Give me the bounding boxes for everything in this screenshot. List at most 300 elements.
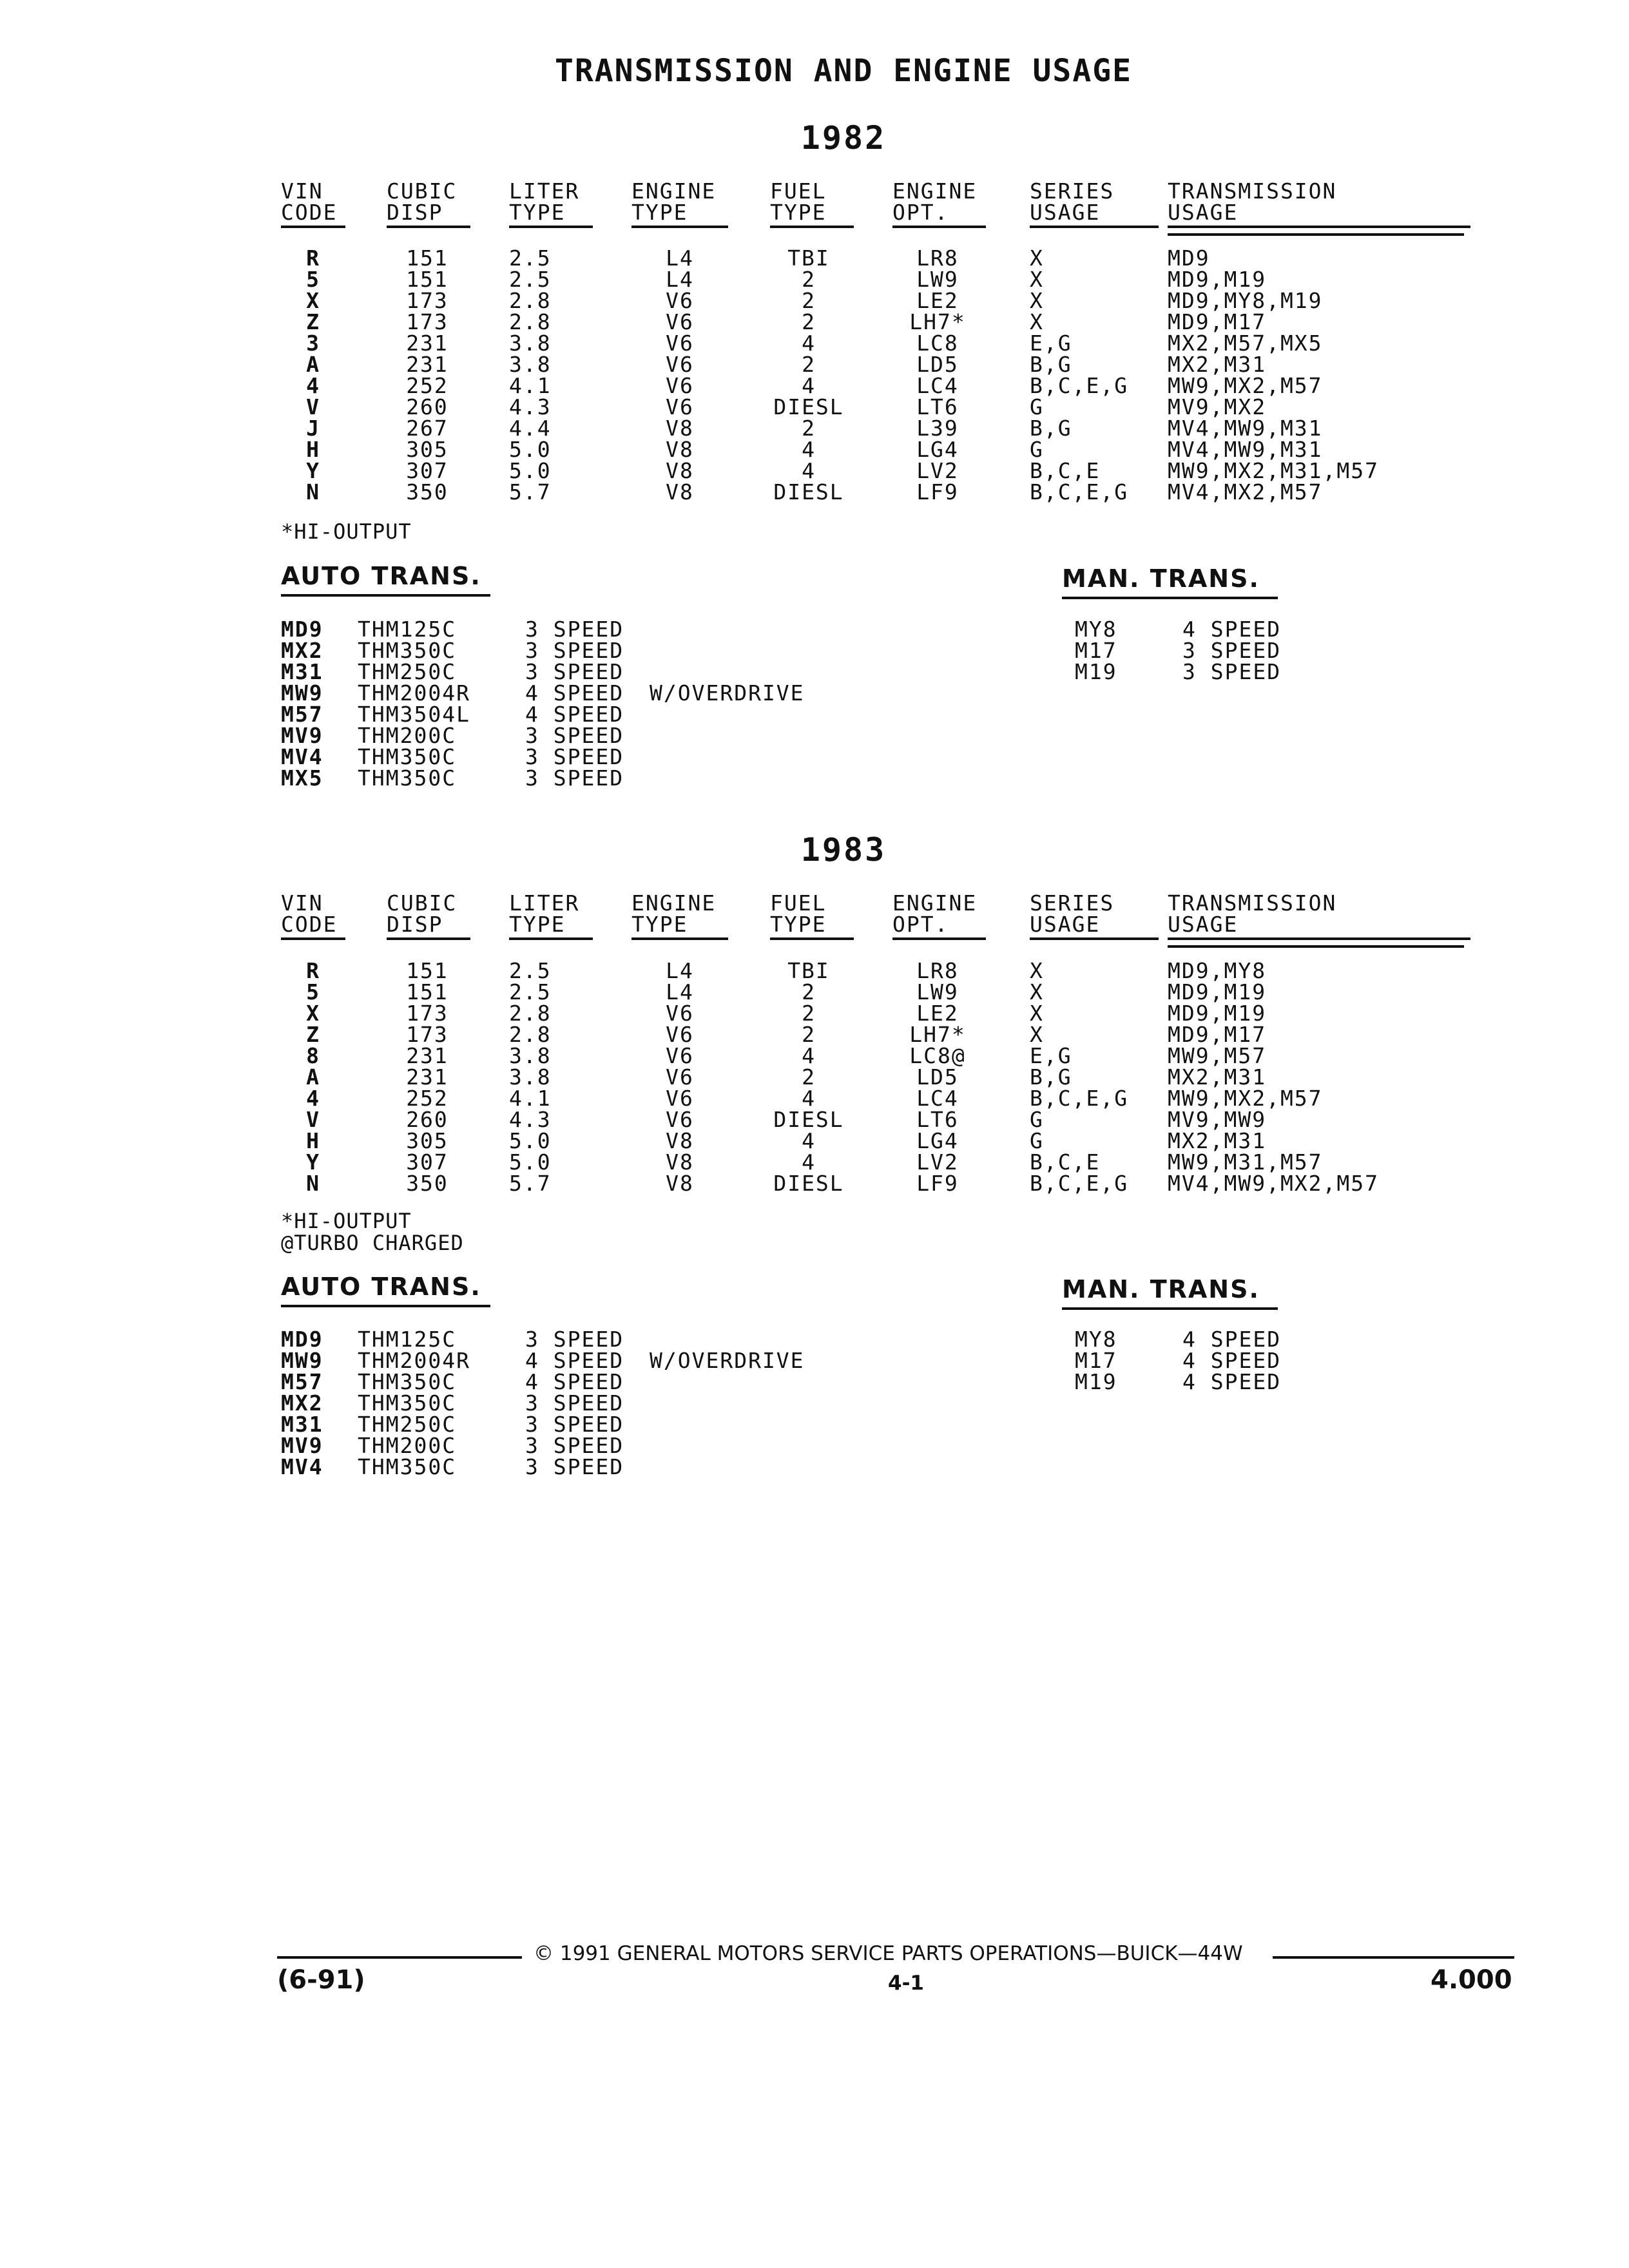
cell-vin: Y	[306, 458, 320, 483]
cell-fuel: 2	[802, 416, 816, 441]
cell-fuel: 4	[802, 437, 816, 462]
cell-fuel: TBI	[787, 245, 830, 271]
column-header-vin	[281, 180, 345, 228]
header-line-1: SERIES	[1030, 890, 1115, 916]
header-line-1: FUEL	[770, 890, 827, 916]
cell-engine-type: V8	[666, 479, 694, 505]
cell-trans: MV9,MW9	[1168, 1107, 1267, 1132]
table-row	[0, 481, 1629, 503]
header-line-2: DISP	[387, 914, 470, 940]
man-speed: 4 SPEED	[1182, 1369, 1282, 1394]
column-header-cubic	[387, 892, 470, 940]
header-line-2: USAGE	[1030, 914, 1159, 940]
auto-trans-row	[0, 1414, 1629, 1435]
man-trans-row	[0, 1329, 1629, 1350]
cell-engine-type: V8	[666, 1128, 694, 1153]
table-row	[0, 290, 1629, 311]
header-line-2: TYPE	[631, 202, 728, 228]
cell-vin: R	[306, 958, 320, 983]
cell-engine-opt: LE2	[916, 288, 959, 313]
cell-fuel: 4	[802, 373, 816, 398]
cell-liter: 2.5	[509, 267, 552, 292]
cell-cubic: 151	[406, 245, 448, 271]
cell-liter: 4.3	[509, 1107, 552, 1132]
cell-series: X	[1030, 958, 1044, 983]
man-speed: 4 SPEED	[1182, 1327, 1282, 1352]
cell-engine-opt: LC4	[916, 373, 959, 398]
auto-speed: 4 SPEED	[525, 1369, 624, 1394]
cell-engine-type: V6	[666, 1022, 694, 1047]
cell-vin: Z	[306, 309, 320, 334]
cell-engine-opt: LD5	[916, 1064, 959, 1090]
auto-model: THM2004R	[358, 680, 470, 706]
cell-vin: V	[306, 394, 320, 419]
man-trans-row	[0, 1350, 1629, 1371]
auto-code: MW9	[281, 680, 323, 706]
cell-engine-opt: LC4	[916, 1086, 959, 1111]
column-header-engine-opt	[892, 180, 986, 228]
man-speed: 3 SPEED	[1182, 638, 1282, 663]
auto-speed: 3 SPEED	[525, 723, 624, 748]
table-row	[0, 1066, 1629, 1088]
auto-model: THM250C	[358, 659, 457, 684]
cell-engine-opt: LC8	[916, 331, 959, 356]
header-line-2: USAGE	[1168, 202, 1470, 228]
cell-engine-type: V6	[666, 1086, 694, 1111]
auto-code: MV9	[281, 723, 323, 748]
header-line-1: ENGINE	[631, 178, 717, 204]
cell-series: B,C,E,G	[1030, 1171, 1129, 1196]
cell-liter: 5.0	[509, 1128, 552, 1153]
cell-trans: MV9,MX2	[1168, 394, 1267, 419]
cell-liter: 3.8	[509, 1043, 552, 1068]
cell-cubic: 260	[406, 394, 448, 419]
cell-liter: 2.8	[509, 288, 552, 313]
cell-cubic: 151	[406, 958, 448, 983]
cell-engine-type: V6	[666, 352, 694, 377]
cell-engine-opt: LW9	[916, 267, 959, 292]
header-line-2: TYPE	[770, 914, 854, 940]
cell-fuel: 2	[802, 1064, 816, 1090]
cell-engine-opt: LV2	[916, 1149, 959, 1175]
cell-series: X	[1030, 267, 1044, 292]
auto-code: MX5	[281, 765, 323, 791]
cell-series: E,G	[1030, 1043, 1072, 1068]
footer-date-code: (6-91)	[277, 1965, 365, 1995]
man-code: M17	[1075, 638, 1117, 663]
header-line-2: OPT.	[892, 914, 986, 940]
cell-trans: MV4,MW9,MX2,M57	[1168, 1171, 1380, 1196]
auto-model: THM125C	[358, 1327, 457, 1352]
auto-trans-row	[0, 746, 1629, 767]
auto-speed: 3 SPEED	[525, 1454, 624, 1479]
column-header-trans	[1168, 180, 1470, 228]
cell-series: X	[1030, 979, 1044, 1004]
cell-trans: MD9,M19	[1168, 979, 1267, 1004]
auto-trans-heading: AUTO TRANS.	[281, 562, 490, 597]
cell-liter: 5.7	[509, 1171, 552, 1196]
column-header-liter	[509, 180, 593, 228]
table-row	[0, 1173, 1629, 1194]
cell-trans: MW9,M57	[1168, 1043, 1267, 1068]
cell-liter: 4.3	[509, 394, 552, 419]
header-line-1: CUBIC	[387, 890, 458, 916]
cell-trans: MD9,M19	[1168, 267, 1267, 292]
cell-cubic: 307	[406, 1149, 448, 1175]
cell-cubic: 307	[406, 458, 448, 483]
cell-cubic: 231	[406, 352, 448, 377]
cell-cubic: 305	[406, 437, 448, 462]
cell-trans: MV4,MX2,M57	[1168, 479, 1323, 505]
cell-engine-opt: LT6	[916, 1107, 959, 1132]
cell-engine-type: V8	[666, 437, 694, 462]
auto-model: THM350C	[358, 744, 457, 769]
cell-cubic: 151	[406, 267, 448, 292]
page-title: TRANSMISSION AND ENGINE USAGE	[554, 53, 1133, 89]
auto-trans-heading: AUTO TRANS.	[281, 1273, 490, 1307]
table-row	[0, 418, 1629, 439]
cell-engine-type: L4	[666, 979, 694, 1004]
auto-trans-row	[0, 1456, 1629, 1477]
cell-engine-opt: LV2	[916, 458, 959, 483]
auto-code: MV4	[281, 744, 323, 769]
cell-vin: Y	[306, 1149, 320, 1175]
header-line-1: FUEL	[770, 178, 827, 204]
cell-engine-type: V6	[666, 309, 694, 334]
cell-engine-opt: LR8	[916, 958, 959, 983]
cell-cubic: 173	[406, 1001, 448, 1026]
cell-trans: MX2,M57,MX5	[1168, 331, 1323, 356]
column-header-trans	[1168, 892, 1470, 940]
man-speed: 3 SPEED	[1182, 659, 1282, 684]
auto-code: MD9	[281, 1327, 323, 1352]
cell-fuel: 2	[802, 267, 816, 292]
cell-liter: 2.5	[509, 958, 552, 983]
footer-rule-right	[1273, 1956, 1514, 1959]
footer-rule-left	[277, 1956, 522, 1959]
cell-liter: 3.8	[509, 352, 552, 377]
column-header-fuel	[770, 892, 854, 940]
auto-code: MW9	[281, 1348, 323, 1373]
cell-vin: A	[306, 352, 320, 377]
auto-model: THM350C	[358, 1454, 457, 1479]
cell-engine-type: L4	[666, 958, 694, 983]
auto-model: THM200C	[358, 1433, 457, 1458]
cell-engine-opt: LE2	[916, 1001, 959, 1026]
header-rule	[1168, 945, 1464, 948]
header-line-2: OPT.	[892, 202, 986, 228]
header-line-1: ENGINE	[631, 890, 717, 916]
header-line-1: ENGINE	[892, 178, 978, 204]
header-line-1: VIN	[281, 890, 323, 916]
auto-trans-row	[0, 725, 1629, 746]
cell-engine-opt: LC8@	[909, 1043, 966, 1068]
cell-fuel: 2	[802, 1022, 816, 1047]
cell-fuel: DIESL	[773, 1171, 844, 1196]
auto-code: M57	[281, 1369, 323, 1394]
table-row	[0, 354, 1629, 375]
table-row	[0, 396, 1629, 418]
header-line-2: TYPE	[631, 914, 728, 940]
table-row	[0, 332, 1629, 354]
cell-trans: MV4,MW9,M31	[1168, 437, 1323, 462]
header-line-1: SERIES	[1030, 178, 1115, 204]
table-row	[0, 375, 1629, 396]
cell-engine-type: V8	[666, 1171, 694, 1196]
auto-model: THM350C	[358, 765, 457, 791]
column-header-series	[1030, 892, 1159, 940]
cell-cubic: 350	[406, 1171, 448, 1196]
cell-series: B,C,E	[1030, 458, 1101, 483]
man-trans-heading: MAN. TRANS.	[1062, 1275, 1278, 1310]
column-header-fuel	[770, 180, 854, 228]
cell-trans: MV4,MW9,M31	[1168, 416, 1323, 441]
cell-trans: MD9	[1168, 245, 1210, 271]
cell-liter: 5.0	[509, 1149, 552, 1175]
man-code: MY8	[1075, 1327, 1117, 1352]
cell-series: B,G	[1030, 1064, 1072, 1090]
cell-trans: MX2,M31	[1168, 1128, 1267, 1153]
cell-vin: 5	[306, 979, 320, 1004]
cell-vin: 4	[306, 1086, 320, 1111]
cell-engine-type: V6	[666, 373, 694, 398]
auto-trans-row	[0, 767, 1629, 789]
table-row	[0, 981, 1629, 1003]
cell-series: B,C,E	[1030, 1149, 1101, 1175]
cell-engine-opt: LF9	[916, 1171, 959, 1196]
footnote: *HI-OUTPUT	[281, 1209, 412, 1233]
auto-speed: 3 SPEED	[525, 765, 624, 791]
cell-trans: MD9,MY8,M19	[1168, 288, 1323, 313]
cell-engine-type: V6	[666, 1107, 694, 1132]
cell-fuel: DIESL	[773, 394, 844, 419]
cell-cubic: 151	[406, 979, 448, 1004]
cell-vin: 8	[306, 1043, 320, 1068]
cell-series: G	[1030, 1128, 1044, 1153]
cell-trans: MD9,M17	[1168, 309, 1267, 334]
header-line-2: DISP	[387, 202, 470, 228]
header-line-1: TRANSMISSION	[1168, 178, 1337, 204]
auto-code: M31	[281, 659, 323, 684]
auto-model: THM3504L	[358, 702, 470, 727]
cell-liter: 5.7	[509, 479, 552, 505]
cell-engine-opt: LT6	[916, 394, 959, 419]
cell-engine-opt: LG4	[916, 1128, 959, 1153]
cell-cubic: 231	[406, 331, 448, 356]
auto-model: THM2004R	[358, 1348, 470, 1373]
header-line-1: TRANSMISSION	[1168, 890, 1337, 916]
header-line-1: ENGINE	[892, 890, 978, 916]
man-trans-row	[0, 619, 1629, 640]
cell-engine-type: L4	[666, 267, 694, 292]
table-row	[0, 311, 1629, 332]
cell-engine-type: V8	[666, 458, 694, 483]
auto-note: W/OVERDRIVE	[650, 680, 805, 706]
man-code: M17	[1075, 1348, 1117, 1373]
cell-liter: 5.0	[509, 458, 552, 483]
auto-trans-row	[0, 1392, 1629, 1414]
cell-engine-type: L4	[666, 245, 694, 271]
cell-engine-type: V6	[666, 1043, 694, 1068]
auto-model: THM350C	[358, 1390, 457, 1416]
cell-vin: N	[306, 479, 320, 505]
header-line-2: TYPE	[509, 914, 593, 940]
cell-series: G	[1030, 394, 1044, 419]
cell-fuel: TBI	[787, 958, 830, 983]
cell-series: X	[1030, 245, 1044, 271]
cell-vin: 3	[306, 331, 320, 356]
cell-cubic: 260	[406, 1107, 448, 1132]
auto-code: M31	[281, 1412, 323, 1437]
man-speed: 4 SPEED	[1182, 617, 1282, 642]
cell-series: B,C,E,G	[1030, 373, 1129, 398]
cell-trans: MD9,M17	[1168, 1022, 1267, 1047]
cell-liter: 2.5	[509, 245, 552, 271]
cell-engine-type: V6	[666, 394, 694, 419]
cell-cubic: 252	[406, 373, 448, 398]
cell-engine-type: V8	[666, 1149, 694, 1175]
cell-cubic: 305	[406, 1128, 448, 1153]
cell-series: B,G	[1030, 352, 1072, 377]
cell-vin: 5	[306, 267, 320, 292]
cell-series: B,G	[1030, 416, 1072, 441]
cell-engine-opt: LW9	[916, 979, 959, 1004]
cell-trans: MW9,MX2,M57	[1168, 373, 1323, 398]
cell-fuel: 4	[802, 458, 816, 483]
cell-liter: 4.1	[509, 373, 552, 398]
cell-series: X	[1030, 288, 1044, 313]
auto-model: THM350C	[358, 638, 457, 663]
table-row	[0, 269, 1629, 290]
cell-trans: MD9,M19	[1168, 1001, 1267, 1026]
column-header-engine-opt	[892, 892, 986, 940]
footnote: *HI-OUTPUT	[281, 519, 412, 544]
header-line-2: TYPE	[770, 202, 854, 228]
cell-engine-opt: LF9	[916, 479, 959, 505]
cell-liter: 4.1	[509, 1086, 552, 1111]
table-row	[0, 1130, 1629, 1151]
cell-vin: Z	[306, 1022, 320, 1047]
column-header-engine-type	[631, 892, 728, 940]
auto-speed: 3 SPEED	[525, 638, 624, 663]
cell-vin: V	[306, 1107, 320, 1132]
cell-trans: MW9,MX2,M57	[1168, 1086, 1323, 1111]
header-line-2: TYPE	[509, 202, 593, 228]
cell-trans: MD9,MY8	[1168, 958, 1267, 983]
auto-code: MD9	[281, 617, 323, 642]
cell-engine-opt: LH7*	[909, 309, 966, 334]
cell-vin: H	[306, 437, 320, 462]
cell-vin: R	[306, 245, 320, 271]
cell-liter: 3.8	[509, 331, 552, 356]
cell-engine-opt: LG4	[916, 437, 959, 462]
man-trans-heading: MAN. TRANS.	[1062, 564, 1278, 599]
header-line-1: CUBIC	[387, 178, 458, 204]
auto-speed: 3 SPEED	[525, 659, 624, 684]
column-header-vin	[281, 892, 345, 940]
cell-engine-opt: LR8	[916, 245, 959, 271]
cell-liter: 2.8	[509, 1022, 552, 1047]
cell-trans: MW9,M31,M57	[1168, 1149, 1323, 1175]
cell-engine-opt: LH7*	[909, 1022, 966, 1047]
auto-trans-row	[0, 1435, 1629, 1456]
cell-liter: 2.5	[509, 979, 552, 1004]
table-row	[0, 960, 1629, 981]
cell-cubic: 231	[406, 1043, 448, 1068]
auto-speed: 4 SPEED	[525, 680, 624, 706]
header-line-2: USAGE	[1030, 202, 1159, 228]
cell-trans: MX2,M31	[1168, 352, 1267, 377]
table-row	[0, 247, 1629, 269]
table-row	[0, 439, 1629, 460]
auto-code: MV9	[281, 1433, 323, 1458]
man-trans-row	[0, 1371, 1629, 1392]
cell-engine-type: V8	[666, 416, 694, 441]
man-speed: 4 SPEED	[1182, 1348, 1282, 1373]
auto-code: MX2	[281, 638, 323, 663]
header-line-1: LITER	[509, 890, 580, 916]
header-line-1: VIN	[281, 178, 323, 204]
cell-fuel: 2	[802, 979, 816, 1004]
cell-vin: A	[306, 1064, 320, 1090]
cell-fuel: 2	[802, 1001, 816, 1026]
auto-trans-row	[0, 704, 1629, 725]
cell-trans: MX2,M31	[1168, 1064, 1267, 1090]
header-line-1: LITER	[509, 178, 580, 204]
auto-speed: 3 SPEED	[525, 744, 624, 769]
cell-fuel: 4	[802, 331, 816, 356]
cell-fuel: 2	[802, 352, 816, 377]
table-row	[0, 460, 1629, 481]
cell-series: X	[1030, 1001, 1044, 1026]
cell-vin: 4	[306, 373, 320, 398]
table-row	[0, 1003, 1629, 1024]
cell-engine-type: V6	[666, 1064, 694, 1090]
cell-liter: 5.0	[509, 437, 552, 462]
footer-copyright: © 1991 GENERAL MOTORS SERVICE PARTS OPERATIONS—BUICK—44W	[534, 1942, 1243, 1965]
auto-speed: 4 SPEED	[525, 702, 624, 727]
auto-trans-row	[0, 682, 1629, 704]
man-trans-row	[0, 640, 1629, 661]
cell-fuel: DIESL	[773, 1107, 844, 1132]
cell-cubic: 173	[406, 288, 448, 313]
cell-engine-type: V6	[666, 1001, 694, 1026]
header-line-2: CODE	[281, 914, 345, 940]
man-code: M19	[1075, 1369, 1117, 1394]
cell-cubic: 173	[406, 1022, 448, 1047]
auto-model: THM200C	[358, 723, 457, 748]
cell-series: X	[1030, 1022, 1044, 1047]
auto-speed: 3 SPEED	[525, 1433, 624, 1458]
cell-vin: J	[306, 416, 320, 441]
cell-trans: MW9,MX2,M31,M57	[1168, 458, 1380, 483]
column-header-liter	[509, 892, 593, 940]
cell-series: B,C,E,G	[1030, 479, 1129, 505]
cell-fuel: 4	[802, 1128, 816, 1153]
cell-cubic: 231	[406, 1064, 448, 1090]
auto-speed: 3 SPEED	[525, 1390, 624, 1416]
header-line-2: USAGE	[1168, 914, 1470, 940]
table-row	[0, 1109, 1629, 1130]
cell-series: G	[1030, 437, 1044, 462]
cell-cubic: 252	[406, 1086, 448, 1111]
column-header-cubic	[387, 180, 470, 228]
cell-fuel: 4	[802, 1149, 816, 1175]
table-row	[0, 1024, 1629, 1045]
table-row	[0, 1151, 1629, 1173]
auto-code: M57	[281, 702, 323, 727]
auto-note: W/OVERDRIVE	[650, 1348, 805, 1373]
